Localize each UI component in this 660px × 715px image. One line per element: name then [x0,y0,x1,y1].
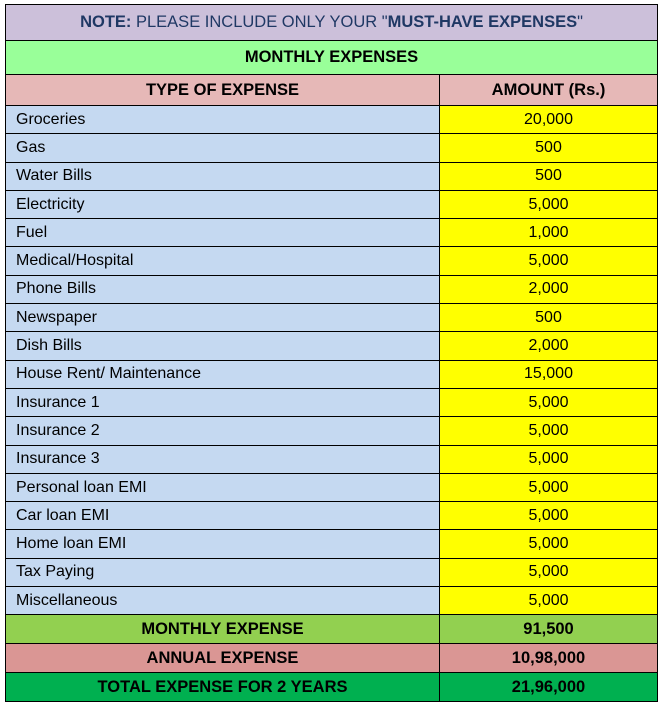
expense-row [6,304,658,332]
expense-amount-cell[interactable]: 1,000 [440,219,658,247]
note-text-after: " [577,13,583,32]
monthly-expense-value[interactable]: 91,500 [440,615,658,644]
expense-type-cell[interactable]: Electricity [6,190,440,218]
total-expense-label[interactable]: TOTAL EXPENSE FOR 2 YEARS [6,673,440,702]
total-expense-row [6,673,658,702]
expense-row [6,219,658,247]
expense-row [6,247,658,275]
expense-row [6,332,658,360]
expense-row [6,473,658,501]
expense-row [6,388,658,416]
annual-expense-row [6,644,658,673]
expense-amount-cell[interactable]: 5,000 [440,558,658,586]
sheet-title[interactable]: MONTHLY EXPENSES [6,41,658,75]
expense-type-cell[interactable]: Gas [6,134,440,162]
total-expense-value[interactable]: 21,96,000 [440,673,658,702]
expense-amount-cell[interactable]: 5,000 [440,502,658,530]
expense-amount-cell[interactable]: 15,000 [440,360,658,388]
expense-type-cell[interactable]: Groceries [6,106,440,134]
note-label: NOTE: [80,13,132,32]
expense-row [6,360,658,388]
title-row [6,41,658,75]
expense-type-cell[interactable]: Insurance 2 [6,417,440,445]
expense-type-cell[interactable]: Water Bills [6,162,440,190]
expense-amount-cell[interactable]: 20,000 [440,106,658,134]
expense-row [6,587,658,615]
expense-type-cell[interactable]: Tax Paying [6,558,440,586]
expense-amount-cell[interactable]: 5,000 [440,587,658,615]
note-cell[interactable] [6,5,658,41]
expense-amount-cell[interactable]: 5,000 [440,247,658,275]
expense-type-cell[interactable]: Insurance 3 [6,445,440,473]
annual-expense-value[interactable]: 10,98,000 [440,644,658,673]
expense-row [6,417,658,445]
column-header-amount[interactable]: AMOUNT (Rs.) [440,75,658,106]
expense-type-cell[interactable]: Dish Bills [6,332,440,360]
expense-row [6,445,658,473]
expense-type-cell[interactable]: Car loan EMI [6,502,440,530]
expense-sheet [5,4,658,702]
expense-amount-cell[interactable]: 2,000 [440,275,658,303]
expense-row [6,530,658,558]
expense-type-cell[interactable]: Insurance 1 [6,388,440,416]
note-text-before: PLEASE INCLUDE ONLY YOUR " [131,13,388,32]
monthly-expense-label[interactable]: MONTHLY EXPENSE [6,615,440,644]
expense-type-cell[interactable]: Newspaper [6,304,440,332]
expense-amount-cell[interactable]: 5,000 [440,473,658,501]
column-header-type[interactable]: TYPE OF EXPENSE [6,75,440,106]
annual-expense-label[interactable]: ANNUAL EXPENSE [6,644,440,673]
expense-amount-cell[interactable]: 5,000 [440,190,658,218]
expense-type-cell[interactable]: Personal loan EMI [6,473,440,501]
expense-row [6,190,658,218]
expense-row [6,558,658,586]
expense-type-cell[interactable]: Miscellaneous [6,587,440,615]
expense-amount-cell[interactable]: 500 [440,134,658,162]
expense-type-cell[interactable]: Phone Bills [6,275,440,303]
expense-row [6,134,658,162]
expense-amount-cell[interactable]: 5,000 [440,445,658,473]
monthly-expense-row [6,615,658,644]
expense-amount-cell[interactable]: 500 [440,162,658,190]
expense-type-cell[interactable]: House Rent/ Maintenance [6,360,440,388]
expense-type-cell[interactable]: Medical/Hospital [6,247,440,275]
expense-amount-cell[interactable]: 500 [440,304,658,332]
expense-amount-cell[interactable]: 5,000 [440,388,658,416]
expense-amount-cell[interactable]: 5,000 [440,530,658,558]
expense-amount-cell[interactable]: 5,000 [440,417,658,445]
expense-type-cell[interactable]: Home loan EMI [6,530,440,558]
expense-row [6,275,658,303]
expense-row [6,106,658,134]
expense-row [6,162,658,190]
note-emphasis: MUST-HAVE EXPENSES [387,13,578,32]
expense-row [6,502,658,530]
note-row [6,5,658,41]
header-row [6,75,658,106]
expense-amount-cell[interactable]: 2,000 [440,332,658,360]
expense-type-cell[interactable]: Fuel [6,219,440,247]
